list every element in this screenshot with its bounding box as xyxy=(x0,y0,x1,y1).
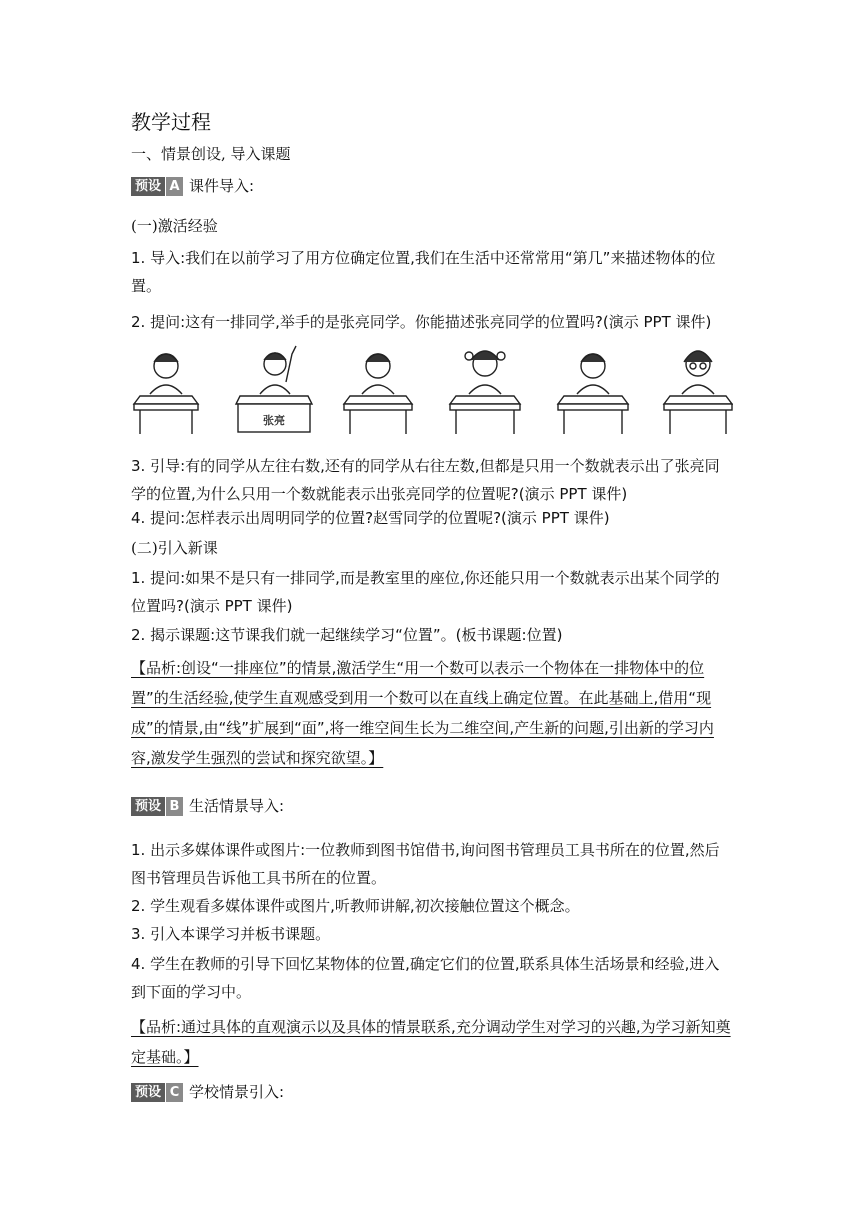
preset-letter: B xyxy=(166,797,183,816)
preset-b-badge xyxy=(131,797,183,816)
preset-a-line xyxy=(131,176,731,196)
analysis-note: 【品析:创设“一排座位”的情景,激活学生“用一个数可以表示一个物体在一排物体中的位置”的生活经验,使学生直观感受到用一个数可以在直线上确定位置。在此基础上,借用“现成”的情景,由“线”扩展到“面”,将一维空间生长为二维空间,产生新的问题,引出新的学习内容,激发学生强烈的尝试和探究欲望。】 xyxy=(131,659,714,767)
preset-b-title: 生活情景导入: xyxy=(189,797,285,815)
preset-a-badge xyxy=(131,177,183,196)
preset-a-title: 课件导入: xyxy=(189,177,255,195)
subsection-title: (一)激活经验 xyxy=(131,217,218,235)
paragraph: 2. 揭示课题:这节课我们就一起继续学习“位置”。(板书课题:位置) xyxy=(131,626,563,644)
paragraph: 2. 提问:这有一排同学,举手的是张亮同学。你能描述张亮同学的位置吗?(演示 PPT 课件) xyxy=(131,313,712,331)
subsection-title: (二)引入新课 xyxy=(131,539,218,557)
paragraph: 1. 提问:如果不是只有一排同学,而是教室里的座位,你还能只用一个数就表示出某个同学的位置吗?(演示 PPT 课件) xyxy=(131,569,720,615)
student-figure xyxy=(664,351,732,434)
analysis-note: 【品析:通过具体的直观演示以及具体的情景联系,充分调动学生对学习的兴趣,为学习新知奠定基础。】 xyxy=(131,1018,731,1066)
student-figure xyxy=(344,354,412,434)
students-row-illustration xyxy=(128,338,733,438)
preset-b-line xyxy=(131,796,731,816)
student-figure xyxy=(134,354,198,434)
paragraph: 4. 提问:怎样表示出周明同学的位置?赵雪同学的位置呢?(演示 PPT 课件) xyxy=(131,509,610,527)
preset-c-badge xyxy=(131,1083,183,1102)
preset-c-title: 学校情景引入: xyxy=(189,1083,285,1101)
preset-letter: C xyxy=(166,1083,183,1102)
paragraph: 3. 引入本课学习并板书课题。 xyxy=(131,925,331,943)
student-figure xyxy=(558,354,628,434)
paragraph: 4. 学生在教师的引导下回忆某物体的位置,确定它们的位置,联系具体生活场景和经验,进入到下面的学习中。 xyxy=(131,955,720,1001)
preset-tag: 预设 xyxy=(131,177,165,196)
paragraph: 1. 导入:我们在以前学习了用方位确定位置,我们在生活中还常常用“第几”来描述物体的位置。 xyxy=(131,249,716,295)
paragraph: 3. 引导:有的同学从左往右数,还有的同学从右往左数,但都是只用一个数就表示出了张亮同学的位置,为什么只用一个数就能表示出张亮同学的位置呢?(演示 PPT 课件) xyxy=(131,457,720,503)
paragraph: 2. 学生观看多媒体课件或图片,听教师讲解,初次接触位置这个概念。 xyxy=(131,897,580,915)
section-title: 一、情景创设, 导入课题 xyxy=(131,145,291,163)
preset-c-line xyxy=(131,1082,731,1102)
paragraph: 1. 出示多媒体课件或图片:一位教师到图书馆借书,询问图书管理员工具书所在的位置,然后图书管理员告诉他工具书所在的位置。 xyxy=(131,841,720,887)
student-figure xyxy=(450,351,520,434)
preset-tag: 预设 xyxy=(131,797,165,816)
preset-tag: 预设 xyxy=(131,1083,165,1102)
page-heading: 教学过程 xyxy=(131,110,211,134)
preset-letter: A xyxy=(166,177,183,196)
desk-name-label: 张亮 xyxy=(263,414,285,427)
